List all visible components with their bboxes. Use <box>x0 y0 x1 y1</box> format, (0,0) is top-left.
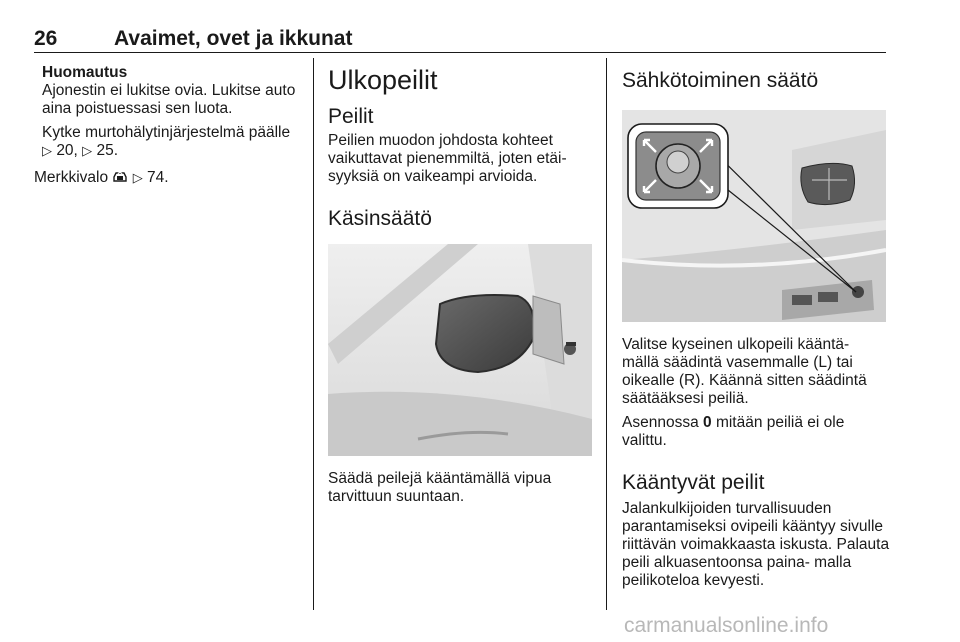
signal-label: Merkkivalo <box>34 169 109 186</box>
fold-heading: Kääntyvät peilit <box>622 471 765 494</box>
triangle-right-icon: ▷ <box>132 171 143 186</box>
column-divider <box>313 58 314 610</box>
reference-link[interactable]: 20, <box>56 142 83 159</box>
manual-mirror-illustration <box>328 244 592 456</box>
note-paragraph-2 <box>42 124 304 161</box>
note-text: Kytke murtohälytinjärjestelmä päälle <box>42 124 291 141</box>
page-number: 26 <box>34 27 58 50</box>
intro-paragraph: Peilien muodon johdosta kohteet vaikuttavat pienemmiltä, joten etäi- syyksiä on vaikeampi arvioida. <box>328 132 567 185</box>
position-text: Asennossa <box>622 414 699 431</box>
note-title: Huomautus <box>42 64 128 81</box>
triangle-right-icon: ▷ <box>82 144 93 159</box>
section-heading: Ulkopeilit <box>328 65 438 95</box>
fold-paragraph: Jalankulkijoiden turvallisuuden parantamiseksi ovipeili kääntyy sivulle riittävän voimakkaasta iskusta. Palauta peili alkuasentoonsa paina- malla peilikoteloa kevyesti. <box>622 500 890 589</box>
section-heading: Sähkötoiminen säätö <box>622 69 819 92</box>
triangle-right-icon: ▷ <box>42 144 52 159</box>
manual-heading: Käsinsäätö <box>328 207 432 230</box>
reference-link[interactable]: 74. <box>147 169 169 186</box>
subsection-heading: Peilit <box>328 105 374 128</box>
position-paragraph <box>622 414 890 450</box>
car-lock-icon <box>112 170 128 183</box>
electric-paragraph: Valitse kyseinen ulkopeili kääntä- mällä säädintä vasemmalle (L) tai oikealle (R). Käännä sitten säädintä säätääksesi peiliä. <box>622 336 867 407</box>
position-zero: 0 <box>703 414 712 431</box>
column-3 <box>622 64 890 590</box>
page-header <box>34 28 886 53</box>
electric-adjust-figure <box>622 110 886 322</box>
page-title: Avaimet, ovet ja ikkunat <box>114 27 353 50</box>
watermark: carmanualsonline.info <box>624 614 829 637</box>
column-1 <box>34 64 304 188</box>
signal-line <box>34 169 304 188</box>
reference-link[interactable]: 25. <box>96 142 119 159</box>
note-box <box>42 64 304 161</box>
column-divider <box>606 58 607 610</box>
position-text-2: mitään peiliä ei ole valittu. <box>622 414 845 449</box>
column-2 <box>328 64 596 506</box>
electric-adjust-illustration <box>622 110 886 322</box>
note-paragraph: Ajonestin ei lukitse ovia. Lukitse auto aina poistuessasi sen luota. <box>42 82 296 117</box>
manual-paragraph: Säädä peilejä kääntämällä vipua tarvittuun suuntaan. <box>328 470 552 505</box>
manual-mirror-figure <box>328 244 592 456</box>
